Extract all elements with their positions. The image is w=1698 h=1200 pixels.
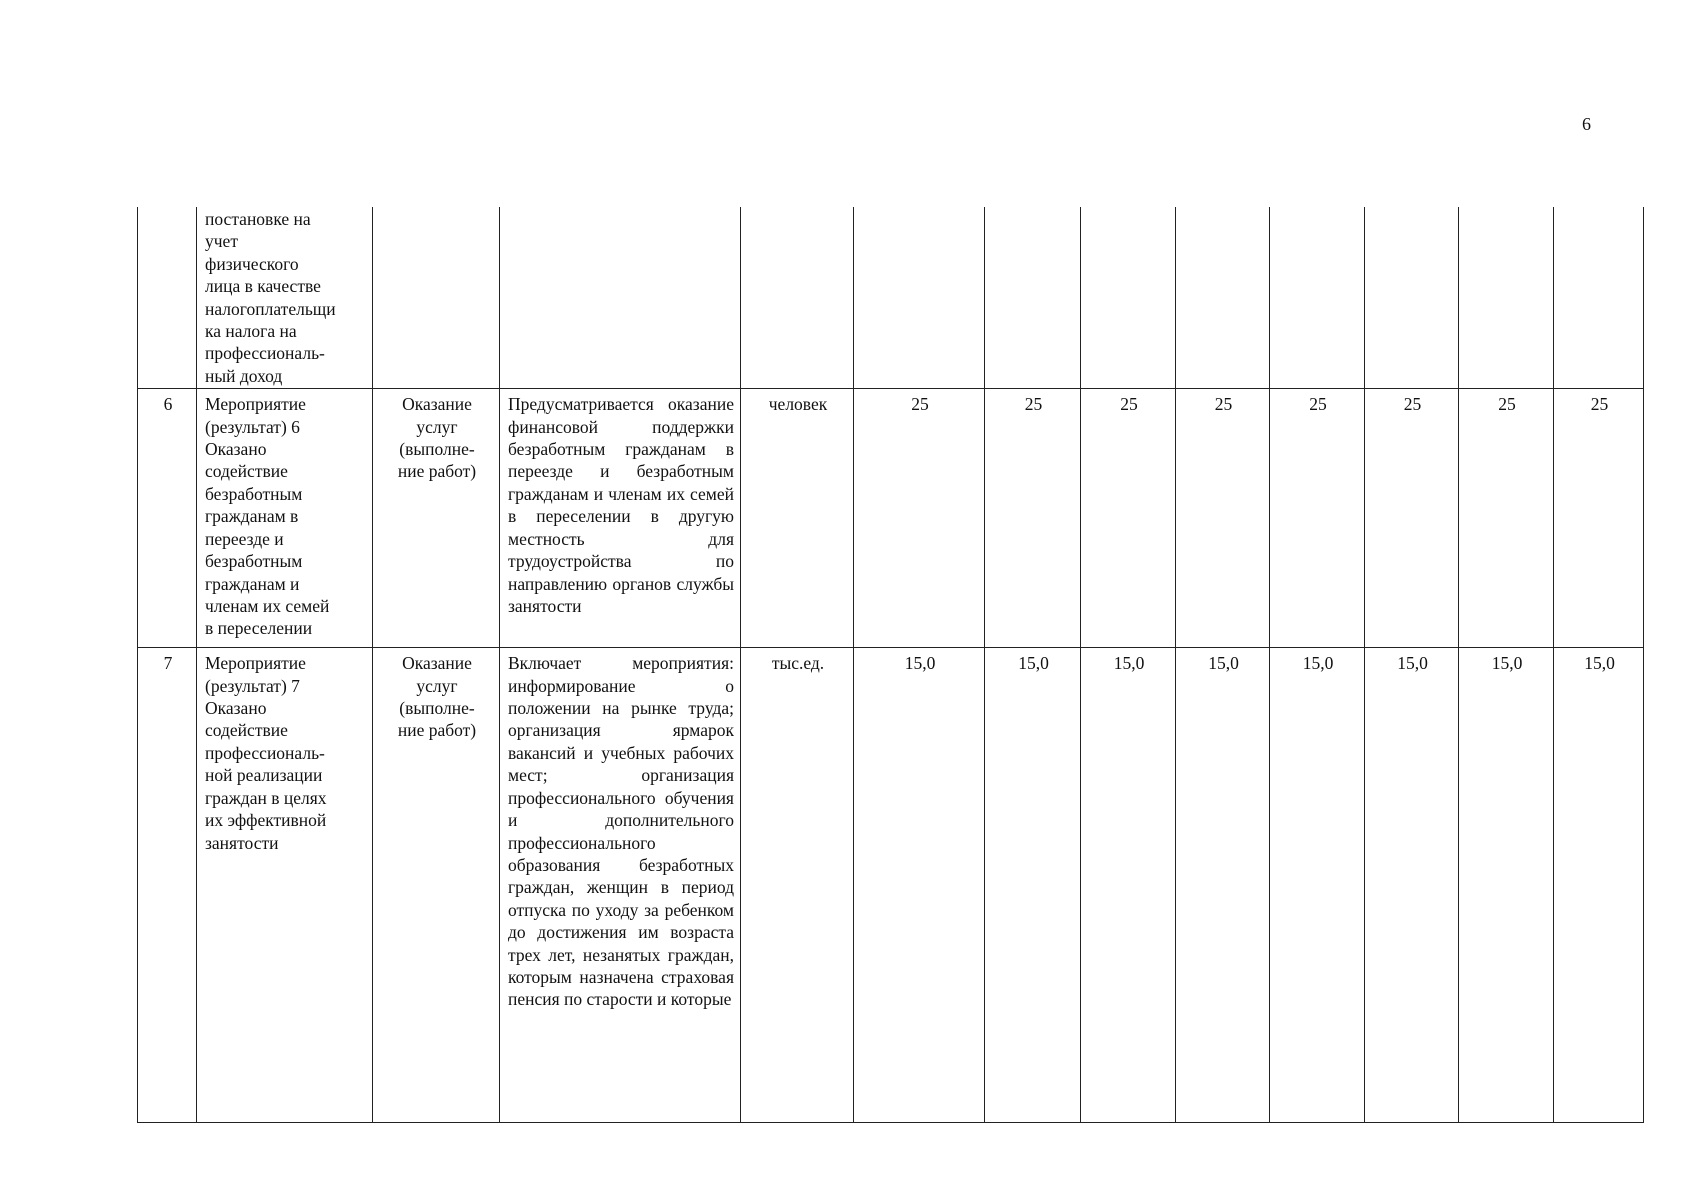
activities-table — [137, 207, 1644, 1123]
text-line: (выполне- — [399, 439, 475, 460]
value-cell — [1270, 207, 1365, 389]
type-cell — [373, 389, 500, 648]
table-row — [138, 207, 1644, 389]
text-line: учет — [205, 231, 238, 252]
text-line: содействие — [205, 461, 288, 482]
value-cell: 25 — [1459, 389, 1554, 648]
value-cell: 25 — [1081, 389, 1176, 648]
text-line: безработным — [205, 551, 303, 572]
row-number-cell: 6 — [138, 389, 197, 648]
description-cell — [500, 207, 741, 389]
value-cell — [1176, 207, 1270, 389]
text-line: ние работ) — [397, 720, 477, 741]
text-line: Оказание — [402, 394, 472, 415]
value-cell: 15,0 — [1081, 648, 1176, 1123]
value-cell: 25 — [1176, 389, 1270, 648]
unit-cell: человек — [741, 389, 854, 648]
text-line: (выполне- — [399, 698, 475, 719]
value-cell: 15,0 — [1459, 648, 1554, 1123]
row-number-cell — [138, 207, 197, 389]
description-cell: Включает мероприятия: информирование о положении на рынке труда; организация ярмарок вакансий и учебных рабочих мест; организация профессионального обучения и дополнительного профессионального образования безработных граждан, женщин в период отпуска по уходу за ребенком до достижения им возраста трех лет, незанятых граждан, которым назначена страховая пенсия по старости и которые — [500, 648, 741, 1123]
value-cell — [985, 207, 1081, 389]
text-line: (результат) 7 — [205, 675, 300, 696]
value-cell: 15,0 — [1270, 648, 1365, 1123]
value-cell: 25 — [854, 389, 985, 648]
value-cell: 15,0 — [854, 648, 985, 1123]
value-cell: 15,0 — [985, 648, 1081, 1123]
value-cell: 15,0 — [1554, 648, 1644, 1123]
text-line: их эффективной — [205, 810, 327, 831]
activity-name-cell — [197, 389, 373, 648]
text-line: ный доход — [205, 365, 283, 386]
value-cell: 15,0 — [1365, 648, 1459, 1123]
text-line: физического — [205, 253, 299, 274]
text-line: содействие — [205, 720, 288, 741]
text-line: ка налога на — [205, 321, 297, 342]
page-number: 6 — [1582, 114, 1591, 134]
activity-name-cell — [197, 207, 373, 389]
text-line: Мероприятие — [205, 653, 306, 674]
value-cell — [854, 207, 985, 389]
text-line: занятости — [205, 832, 279, 853]
type-cell — [373, 648, 500, 1123]
text-line: гражданам и — [205, 573, 300, 594]
text-line: членам их семей — [205, 595, 330, 616]
table-row — [138, 648, 1644, 1123]
text-line: ние работ) — [397, 461, 477, 482]
value-cell — [1459, 207, 1554, 389]
text-line: профессиональ- — [205, 742, 325, 763]
description-cell: Предусматривается оказание финансовой поддержки безработным гражданам в переезде и безработным гражданам и членам их семей в переселении в другую местность для трудоустройства по направлению органов службы занятости — [500, 389, 741, 648]
text-line: Оказание — [402, 653, 472, 674]
text-line: Оказано — [205, 439, 267, 460]
value-cell — [1554, 207, 1644, 389]
text-line: Мероприятие — [205, 394, 306, 415]
activity-name-cell — [197, 648, 373, 1123]
text-line: профессиональ- — [205, 343, 325, 364]
text-line: ной реализации — [205, 765, 323, 786]
value-cell: 25 — [1270, 389, 1365, 648]
text-line: лица в качестве — [205, 276, 321, 297]
row-number-cell: 7 — [138, 648, 197, 1123]
table-row — [138, 389, 1644, 648]
type-cell — [373, 207, 500, 389]
text-line: в переселении — [205, 618, 313, 639]
value-cell: 15,0 — [1176, 648, 1270, 1123]
text-line: налогоплательщи — [205, 298, 336, 319]
value-cell: 25 — [1554, 389, 1644, 648]
value-cell — [1081, 207, 1176, 389]
value-cell: 25 — [985, 389, 1081, 648]
value-cell: 25 — [1365, 389, 1459, 648]
text-line: переезде и — [205, 528, 284, 549]
text-line: услуг — [416, 675, 458, 696]
value-cell — [1365, 207, 1459, 389]
text-line: граждан в целях — [205, 787, 327, 808]
unit-cell — [741, 207, 854, 389]
text-line: постановке на — [205, 209, 311, 229]
text-line: гражданам в — [205, 506, 299, 527]
text-line: безработным — [205, 483, 303, 504]
unit-cell: тыс.ед. — [741, 648, 854, 1123]
text-line: Оказано — [205, 698, 267, 719]
text-line: (результат) 6 — [205, 416, 300, 437]
text-line: услуг — [416, 416, 458, 437]
